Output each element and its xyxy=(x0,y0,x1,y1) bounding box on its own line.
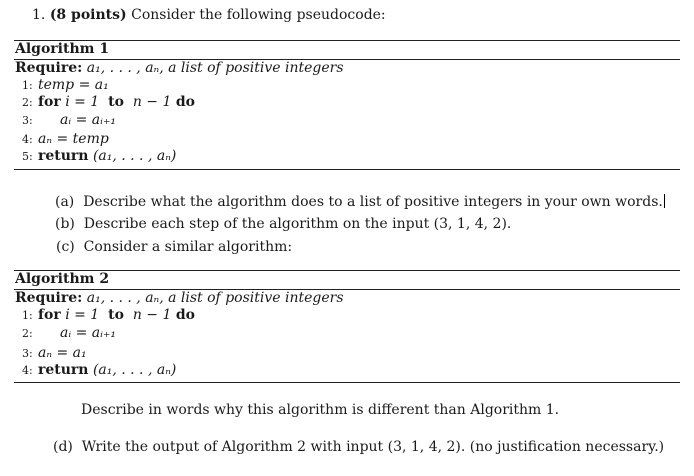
algo1-loop-end: n − 1 xyxy=(132,94,172,110)
text-cursor xyxy=(664,194,665,208)
question-prompt: Consider the following pseudocode: xyxy=(131,7,386,23)
algo2-require-text: a₁, . . . , aₙ, a list of positive integers xyxy=(86,290,344,306)
part-c xyxy=(56,239,292,255)
algo1-line-number: 4: xyxy=(22,133,33,146)
algo2-loop-start: i = 1 xyxy=(65,307,100,323)
part-d-label: (d) xyxy=(53,439,73,455)
part-b xyxy=(55,216,511,232)
part-c-text: Consider a similar algorithm: xyxy=(83,239,293,255)
part-a-text: Describe what the algorithm does to a list of positive integers in your own words. xyxy=(83,194,663,210)
algo1-line-3 xyxy=(22,112,116,128)
part-d xyxy=(53,439,664,455)
algo1-require-text: a₁, . . . , aₙ, a list of positive integers xyxy=(86,60,344,76)
algo2-line-text: aᵢ = aᵢ₊₁ xyxy=(60,325,116,341)
algo1-line-4 xyxy=(22,131,109,147)
part-c-followup: Describe in words why this algorithm is different than Algorithm 1. xyxy=(81,402,560,418)
algo2-line-number: 1: xyxy=(22,309,33,322)
algo1-require xyxy=(15,60,344,76)
keyword-do: do xyxy=(175,307,195,323)
algo1-top-rule xyxy=(14,40,680,41)
part-b-text: Describe each step of the algorithm on the input (3, 1, 4, 2). xyxy=(83,216,512,232)
algo1-line-text: temp = a₁ xyxy=(38,77,109,93)
algo1-line-1 xyxy=(22,77,109,93)
algo2-line-number: 2: xyxy=(22,327,33,340)
algo2-line-2 xyxy=(22,325,116,341)
algo1-bottom-rule xyxy=(14,169,680,170)
algo1-line-text: aₙ = temp xyxy=(38,131,109,147)
algo1-title: Algorithm 1 xyxy=(15,41,110,57)
algo1-line-number: 1: xyxy=(22,79,33,92)
algo2-bottom-rule xyxy=(14,382,680,383)
algo1-line-2 xyxy=(22,94,195,110)
algo1-line-number: 2: xyxy=(22,96,33,109)
algo2-line-number: 3: xyxy=(22,347,33,360)
keyword-return: return xyxy=(38,362,89,378)
question-header xyxy=(32,7,386,23)
keyword-to: to xyxy=(108,307,124,323)
algo2-top-rule xyxy=(14,270,680,271)
algo2-line-number: 4: xyxy=(22,364,33,377)
question-number: 1. xyxy=(32,7,46,23)
algo1-line-5 xyxy=(22,148,176,164)
algo1-require-label: Require: xyxy=(15,60,83,76)
algo2-require xyxy=(15,290,344,306)
algo1-line-number: 5: xyxy=(22,150,33,163)
part-a xyxy=(55,194,665,210)
keyword-for: for xyxy=(38,94,61,110)
keyword-return: return xyxy=(38,148,89,164)
algo2-require-label: Require: xyxy=(15,290,83,306)
algo2-loop-end: n − 1 xyxy=(132,307,172,323)
algo1-return-value: (a₁, . . . , aₙ) xyxy=(92,148,177,164)
algo2-return-value: (a₁, . . . , aₙ) xyxy=(92,362,177,378)
algo1-line-number: 3: xyxy=(22,114,33,127)
part-c-label: (c) xyxy=(56,239,75,255)
question-points: (8 points) xyxy=(49,7,127,23)
algo1-line-text: aᵢ = aᵢ₊₁ xyxy=(60,112,116,128)
part-a-label: (a) xyxy=(55,194,75,210)
keyword-for: for xyxy=(38,307,61,323)
part-d-text: Write the output of Algorithm 2 with input (3, 1, 4, 2). (no justification necessary.) xyxy=(81,439,665,455)
algo2-line-3 xyxy=(22,345,87,361)
algo2-line-1 xyxy=(22,307,195,323)
algo2-title: Algorithm 2 xyxy=(15,271,110,287)
algo1-loop-start: i = 1 xyxy=(65,94,100,110)
algo2-line-text: aₙ = a₁ xyxy=(38,345,87,361)
part-b-label: (b) xyxy=(55,216,75,232)
algo2-line-4 xyxy=(22,362,176,378)
keyword-do: do xyxy=(175,94,195,110)
keyword-to: to xyxy=(108,94,124,110)
